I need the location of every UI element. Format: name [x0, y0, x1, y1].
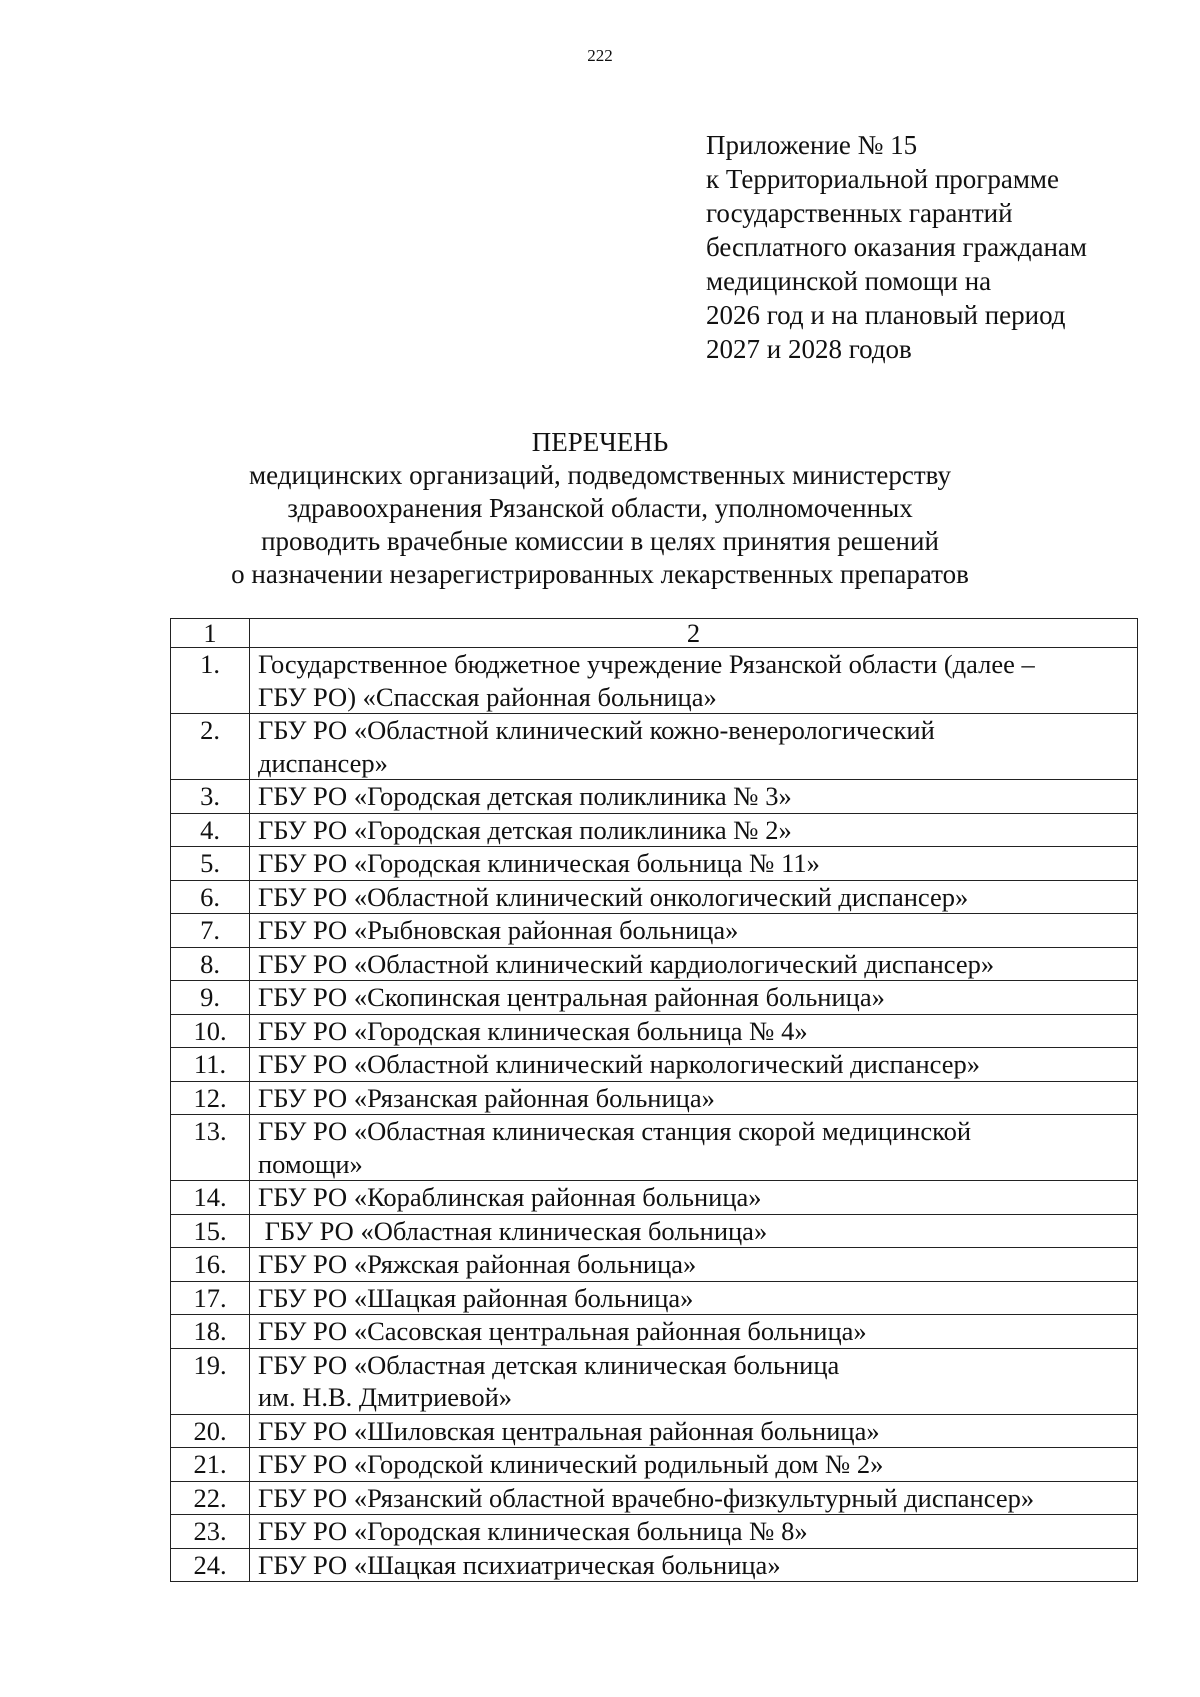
- organization-name-line: ГБУ РО «Рязанская районная больница»: [258, 1082, 715, 1113]
- title-line: здравоохранения Рязанской области, уполномоченных: [287, 493, 913, 523]
- title-line: медицинских организаций, подведомственных министерству: [249, 460, 951, 490]
- organization-name-line: ГБУ РО «Областной клинический наркологический диспансер»: [258, 1049, 981, 1079]
- row-number: 16.: [171, 1248, 250, 1282]
- organization-name-line: ГБУ РО «Рыбновская районная больница»: [258, 915, 739, 945]
- row-number: 2.: [171, 714, 250, 780]
- appendix-line: 2027 и 2028 годов: [706, 334, 912, 364]
- organization-name: [250, 1081, 1138, 1115]
- organization-name: [250, 1115, 1138, 1181]
- table-row: [171, 981, 1138, 1015]
- row-number: 10.: [171, 1014, 250, 1048]
- appendix-line: 2026 год и на плановый период: [706, 300, 1066, 330]
- organization-name-line: ГБУ РО «Областной клинический кардиологический диспансер»: [258, 948, 995, 979]
- table-row: [171, 1515, 1138, 1549]
- organization-name-line: ГБУ РО «Шацкая районная больница»: [258, 1282, 694, 1313]
- organization-name-line: ГБУ РО «Городская детская поликлиника № 3»: [258, 781, 792, 811]
- row-number: 12.: [171, 1081, 250, 1115]
- organization-name: [250, 1481, 1138, 1515]
- row-number: 18.: [171, 1315, 250, 1349]
- table-row: [171, 1448, 1138, 1482]
- table-row: [171, 1414, 1138, 1448]
- table-row: [171, 1248, 1138, 1282]
- organization-name: [250, 1048, 1138, 1082]
- organization-name-line: ГБУ РО «Областная детская клиническая больница: [258, 1349, 840, 1380]
- table-row: [171, 847, 1138, 881]
- table-body: [171, 619, 1138, 1582]
- organization-name-line: ГБУ РО «Городская клиническая больница № 4»: [258, 1015, 808, 1046]
- organization-name: [250, 1515, 1138, 1549]
- organization-name-line: ГБУ РО «Областной клинический кожно-венерологический: [258, 715, 935, 745]
- title-heading: ПЕРЕЧЕНЬ: [531, 427, 669, 457]
- table-row: [171, 1548, 1138, 1582]
- row-number: 1.: [171, 648, 250, 714]
- appendix-block: [706, 128, 1166, 366]
- organization-name-line: помощи»: [258, 1148, 363, 1179]
- organization-name-line: ГБУ РО «Шацкая психиатрическая больница»: [258, 1549, 781, 1580]
- row-number: 6.: [171, 880, 250, 914]
- row-number: 14.: [171, 1181, 250, 1215]
- organization-name: [250, 780, 1138, 814]
- organization-name: [250, 947, 1138, 981]
- row-number: 9.: [171, 981, 250, 1015]
- table-row: [171, 880, 1138, 914]
- organization-name-line: ГБУ РО «Кораблинская районная больница»: [258, 1182, 762, 1212]
- table-row: [171, 1281, 1138, 1315]
- table-row: [171, 1014, 1138, 1048]
- organization-name-line: ГБУ РО «Скопинская центральная районная больница»: [258, 982, 885, 1012]
- organization-name: [250, 880, 1138, 914]
- appendix-line: государственных гарантий: [706, 198, 1013, 228]
- organization-name-line: ГБУ РО) «Спасская районная больница»: [258, 681, 717, 712]
- organization-name: [250, 1214, 1138, 1248]
- organization-name-line: ГБУ РО «Областная клиническая больница»: [258, 1215, 768, 1246]
- document-title: [0, 426, 1200, 591]
- appendix-line: бесплатного оказания гражданам: [706, 232, 1087, 262]
- row-number: 19.: [171, 1348, 250, 1414]
- organization-name-line: ГБУ РО «Областной клинический онкологический диспансер»: [258, 881, 969, 912]
- organization-name-line: ГБУ РО «Городская детская поликлиника № 2»: [258, 814, 792, 845]
- table-row: [171, 1115, 1138, 1181]
- organization-name-line: им. Н.В. Дмитриевой»: [258, 1382, 513, 1412]
- organization-name: [250, 1414, 1138, 1448]
- organization-name: [250, 1348, 1138, 1414]
- organization-name: [250, 1315, 1138, 1349]
- organization-name-line: Государственное бюджетное учреждение Рязанской области (далее –: [258, 649, 1035, 679]
- row-number: 13.: [171, 1115, 250, 1181]
- organization-name: [250, 1248, 1138, 1282]
- column-header-number: 1: [171, 619, 250, 648]
- table-row: [171, 1481, 1138, 1515]
- organization-name-line: ГБУ РО «Городская клиническая больница № 8»: [258, 1516, 808, 1546]
- table-row: [171, 780, 1138, 814]
- row-number: 5.: [171, 847, 250, 881]
- organization-name-line: ГБУ РО «Рязанский областной врачебно-физкультурный диспансер»: [258, 1482, 1035, 1513]
- organization-name-line: ГБУ РО «Шиловская центральная районная больница»: [258, 1415, 880, 1446]
- table-row: [171, 1315, 1138, 1349]
- appendix-line: Приложение № 15: [706, 130, 918, 160]
- page-number: 222: [587, 46, 613, 65]
- table-row: [171, 1181, 1138, 1215]
- row-number: 23.: [171, 1515, 250, 1549]
- table-row: [171, 947, 1138, 981]
- organization-name: [250, 1448, 1138, 1482]
- organization-name: [250, 1281, 1138, 1315]
- organization-name: [250, 648, 1138, 714]
- appendix-line: к Территориальной программе: [706, 164, 1059, 194]
- row-number: 21.: [171, 1448, 250, 1482]
- table-header-row: [171, 619, 1138, 648]
- table-row: [171, 1348, 1138, 1414]
- table-row: [171, 1214, 1138, 1248]
- organization-name-line: ГБУ РО «Областная клиническая станция скорой медицинской: [258, 1116, 972, 1146]
- column-header-name: 2: [250, 619, 1138, 648]
- organizations-table: [170, 618, 1138, 1582]
- organization-name: [250, 1014, 1138, 1048]
- appendix-line: медицинской помощи на: [706, 266, 992, 296]
- organization-name-line: ГБУ РО «Ряжская районная больница»: [258, 1249, 697, 1279]
- table-row: [171, 714, 1138, 780]
- title-line: о назначении незарегистрированных лекарственных препаратов: [231, 559, 969, 589]
- table-row: [171, 914, 1138, 948]
- organization-name: [250, 1181, 1138, 1215]
- organization-name: [250, 714, 1138, 780]
- organization-name-line: ГБУ РО «Городская клиническая больница № 11»: [258, 848, 820, 878]
- table-row: [171, 813, 1138, 847]
- table-row: [171, 648, 1138, 714]
- organization-name: [250, 1548, 1138, 1582]
- row-number: 24.: [171, 1548, 250, 1582]
- row-number: 3.: [171, 780, 250, 814]
- table-row: [171, 1081, 1138, 1115]
- row-number: 17.: [171, 1281, 250, 1315]
- row-number: 4.: [171, 813, 250, 847]
- title-line: проводить врачебные комиссии в целях принятия решений: [261, 526, 939, 556]
- row-number: 11.: [171, 1048, 250, 1082]
- organization-name-line: ГБУ РО «Городской клинический родильный дом № 2»: [258, 1449, 884, 1479]
- organization-name: [250, 813, 1138, 847]
- table-row: [171, 1048, 1138, 1082]
- organization-name: [250, 914, 1138, 948]
- row-number: 20.: [171, 1414, 250, 1448]
- organization-name-line: диспансер»: [258, 747, 388, 778]
- organization-name: [250, 847, 1138, 881]
- row-number: 22.: [171, 1481, 250, 1515]
- organization-name-line: ГБУ РО «Сасовская центральная районная больница»: [258, 1316, 867, 1346]
- row-number: 8.: [171, 947, 250, 981]
- row-number: 7.: [171, 914, 250, 948]
- row-number: 15.: [171, 1214, 250, 1248]
- organization-name: [250, 981, 1138, 1015]
